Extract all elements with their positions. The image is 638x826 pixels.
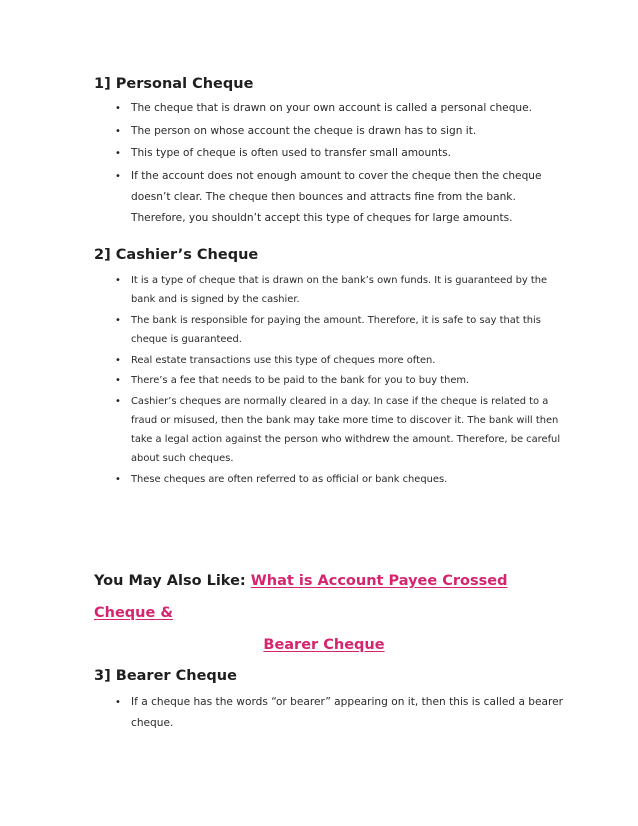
list-item: • These cheques are often referred to as official or bank cheques. — [0, 470, 638, 489]
bullet-icon: • — [115, 697, 121, 708]
section-heading-personal-cheque: 1] Personal Cheque — [94, 76, 254, 92]
list-item: • There’s a fee that needs to be paid to the bank for you to buy them. — [0, 371, 638, 390]
list-item: • If the account does not enough amount to cover the cheque then the cheque doesn’t clear. The cheque then bounces and attracts fine from the bank. Therefore, you shouldn’t accept this type of cheques for large amounts. — [0, 166, 638, 229]
list-item: • Cashier’s cheques are normally cleared in a day. In case if the cheque is related to a fraud or misused, then the bank may take more time to discover it. The bank will then take a legal action against the person who withdrew the amount. Therefore, be careful about such cheques. — [0, 392, 638, 469]
also-like-label: You May Also Like: — [94, 573, 246, 589]
also-like-callout — [94, 565, 554, 661]
list-item: • The bank is responsible for paying the amount. Therefore, it is safe to say that this cheque is guaranteed. — [0, 311, 638, 349]
bullet-icon: • — [115, 148, 121, 159]
bullet-icon: • — [115, 314, 121, 326]
list-item: • Real estate transactions use this type of cheques more often. — [0, 351, 638, 370]
related-article-link[interactable]: What is Account Payee Crossed Cheque & Bearer Cheque — [94, 573, 508, 653]
bullet-icon: • — [115, 103, 121, 114]
personal-cheque-list — [0, 98, 638, 230]
list-item: • It is a type of cheque that is drawn on the bank’s own funds. It is guaranteed by the bank and is signed by the cashier. — [0, 271, 638, 309]
bullet-icon: • — [115, 395, 121, 407]
section-heading-cashiers-cheque: 2] Cashier’s Cheque — [94, 247, 259, 263]
bullet-icon: • — [115, 354, 121, 366]
list-item: • This type of cheque is often used to transfer small amounts. — [0, 143, 638, 164]
section-heading-bearer-cheque: 3] Bearer Cheque — [94, 668, 237, 684]
bullet-icon: • — [115, 375, 121, 387]
list-item: • The cheque that is drawn on your own account is called a personal cheque. — [0, 98, 638, 119]
list-item: • The person on whose account the cheque is drawn has to sign it. — [0, 121, 638, 142]
cashiers-cheque-list — [0, 271, 638, 491]
bearer-cheque-list — [0, 692, 638, 734]
bullet-icon: • — [115, 170, 121, 182]
bullet-icon: • — [115, 473, 121, 485]
bullet-icon: • — [115, 125, 121, 137]
list-item: • If a cheque has the words “or bearer” appearing on it, then this is called a bearer cheque. — [0, 692, 638, 734]
bullet-icon: • — [115, 275, 121, 286]
